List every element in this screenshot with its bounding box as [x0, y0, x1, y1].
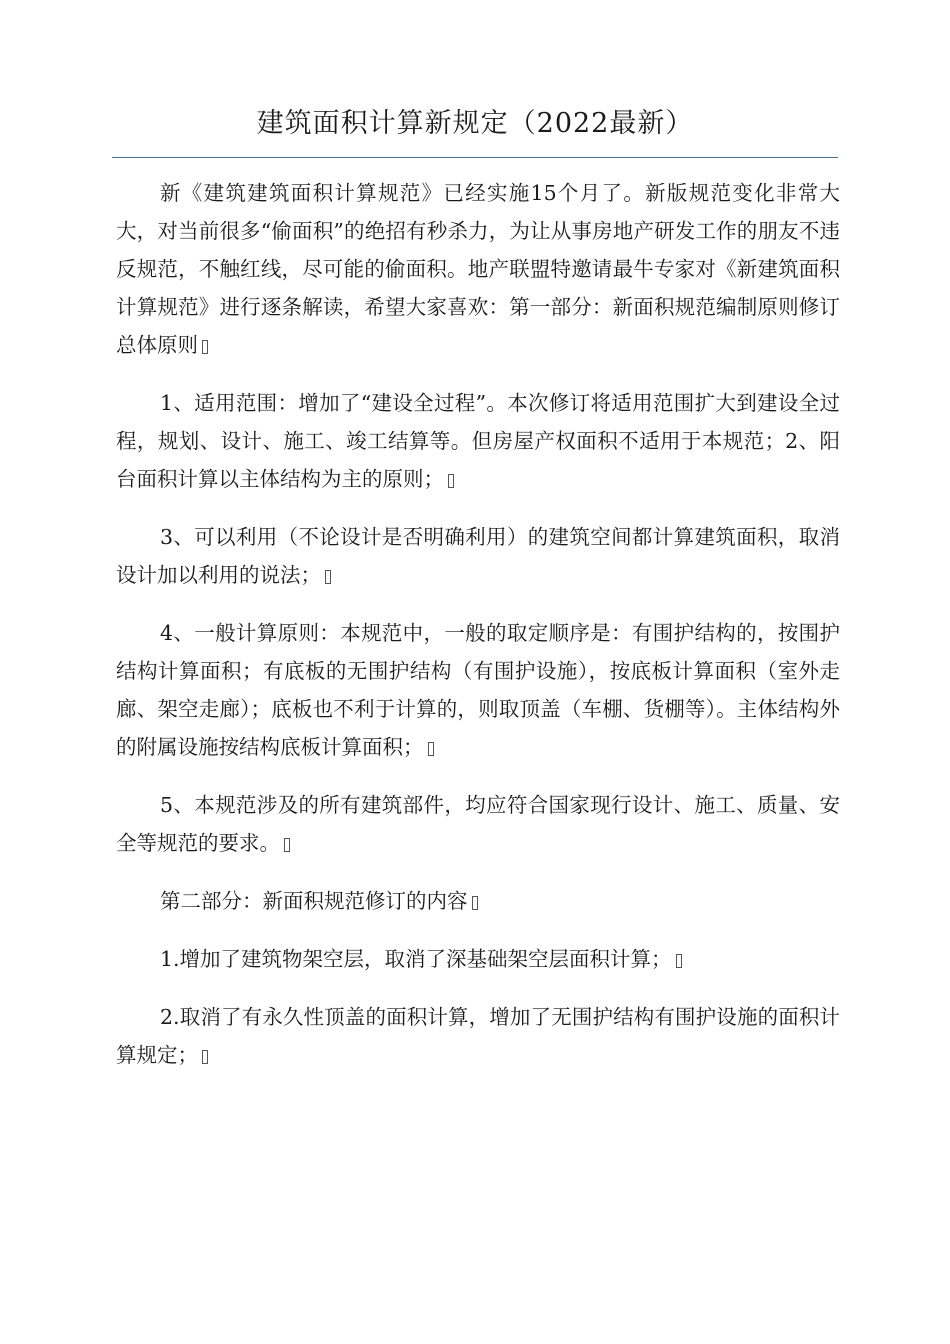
paragraph-scope: 1、适用范围：增加了“建设全过程”。本次修订将适用范围扩大到建设全过程，规划、设计、施工、竣工结算等。但房屋产权面积不适用于本规范；2、阳台面积计算以主体结构为主的原则；: [116, 391, 840, 491]
paragraph-mark-icon: [472, 896, 478, 910]
document-title: 建筑面积计算新规定（2022最新）: [256, 108, 694, 139]
paragraph-intro: 新《建筑建筑面积计算规范》已经实施15个月了。新版规范变化非常大大，对当前很多“偷面积”的绝招有秒杀力，为让从事房地产研发工作的朋友不违反规范，不触红线，尽可能的偷面积。地产联盟特邀请最牛专家对《新建筑面积计算规范》进行逐条解读，希望大家喜欢：第一部分：新面积规范编制原则修订总体原则: [116, 181, 840, 357]
paragraph-mark-icon: [428, 742, 434, 756]
title-divider: [112, 157, 838, 158]
paragraph-mark-icon: [284, 838, 290, 852]
paragraph-mark-icon: [448, 474, 454, 488]
paragraph-item-1: 1.增加了建筑物架空层，取消了深基础架空层面积计算；: [116, 940, 840, 978]
paragraph-general-principle: 4、一般计算原则：本规范中，一般的取定顺序是：有围护结构的，按围护结构计算面积；有底板的无围护结构（有围护设施），按底板计算面积（室外走廊、架空走廊）；底板也不利于计算的，则取顶盖（车棚、货棚等）。主体结构外的附属设施按结构底板计算面积；: [116, 621, 840, 759]
section-heading-part-two: 第二部分：新面积规范修订的内容: [116, 882, 840, 920]
paragraph-mark-icon: [676, 954, 682, 968]
paragraph-components: 5、本规范涉及的所有建筑部件，均应符合国家现行设计、施工、质量、安全等规范的要求。: [116, 793, 840, 855]
document-body: [116, 174, 840, 1094]
paragraph-item-2: 2.取消了有永久性顶盖的面积计算，增加了无围护结构有围护设施的面积计算规定；: [116, 1005, 840, 1067]
paragraph-mark-icon: [325, 570, 331, 584]
paragraph-mark-icon: [202, 1050, 208, 1064]
paragraph-usable-space: 3、可以利用（不论设计是否明确利用）的建筑空间都计算建筑面积，取消设计加以利用的说法；: [116, 525, 840, 587]
paragraph-mark-icon: [202, 340, 208, 354]
